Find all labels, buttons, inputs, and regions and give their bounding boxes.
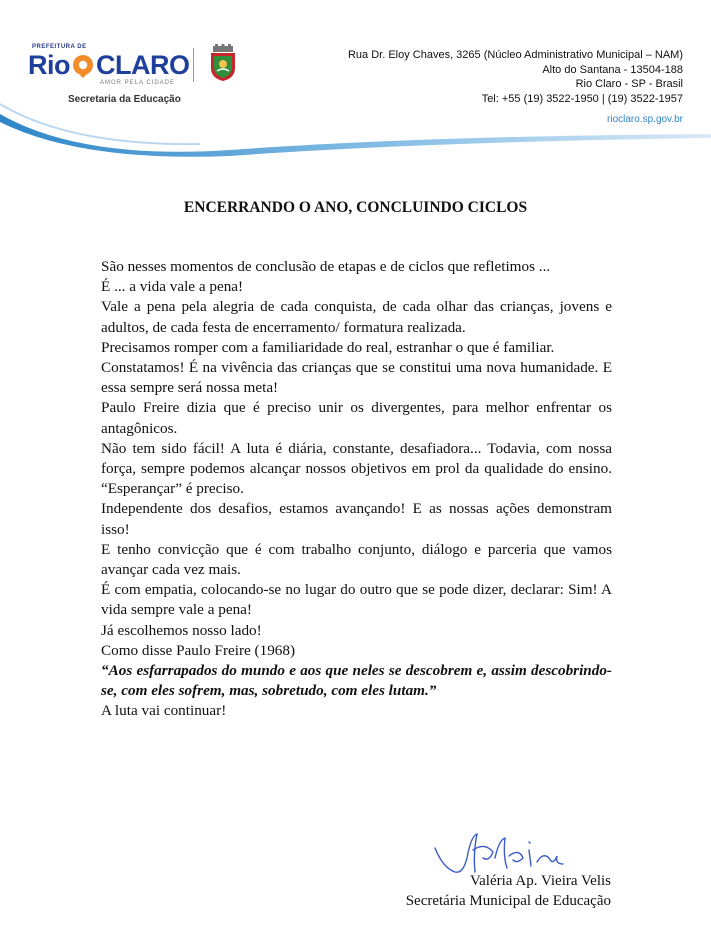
location-pin-icon (71, 54, 95, 78)
logo-prefeitura-text: PREFEITURA DE (32, 44, 87, 50)
phone-line: Tel: +55 (19) 3522-1950 | (19) 3522-1957 (481, 92, 683, 105)
paragraph: Não tem sido fácil! A luta é diária, constante, desafiadora... Todavia, com nossa força, sempre podemos alcançar nossos objetivos em prol da qualidade do ensino. “Esperançar” é preciso. (101, 439, 612, 498)
paragraph: São nesses momentos de conclusão de etapas e de ciclos que refletimos ... (101, 258, 551, 275)
paragraph: E tenho convicção que é com trabalho conjunto, diálogo e parceria que vamos avançar cada vez mais. (101, 540, 612, 579)
website-link[interactable]: rioclaro.sp.gov.br (607, 114, 683, 125)
document-body (101, 257, 612, 722)
department-name: Secretaria da Educação (68, 94, 181, 105)
logo-tagline: AMOR PELA CIDADE (100, 80, 176, 86)
paulo-freire-quote: “Aos esfarrapados do mundo e aos que neles se descobrem e, assim descobrindo-se, com eles sofrem, mas, sobretudo, com eles lutam.” (101, 662, 612, 700)
rio-claro-logo (28, 50, 190, 81)
address-line: Rua Dr. Eloy Chaves, 3265 (Núcleo Administrativo Municipal – NAM) (347, 49, 683, 61)
paragraph: Independente dos desafios, estamos avançando! E as nossas ações demonstram isso! (101, 500, 612, 538)
paragraph: Vale a pena pela alegria de cada conquista, de cada olhar das crianças, jovens e adultos, de cada festa de encerramento/ formatura realizada. (101, 298, 612, 336)
paragraph: Como disse Paulo Freire (1968) (101, 641, 296, 659)
address-line: Alto do Santana - 13504-188 (542, 63, 683, 76)
header-wave-decoration (0, 100, 711, 160)
letterhead (0, 0, 711, 160)
logo-claro-text: CLARO (96, 50, 190, 80)
paragraph: Precisamos romper com a familiaridade do real, estranhar o que é familiar. (101, 338, 555, 356)
paragraph: É com empatia, colocando-se no lugar do outro que se pode dizer, declarar: Sim! A vida sempre vale a pena! (101, 581, 612, 619)
signatory-name: Valéria Ap. Vieira Velis (469, 873, 611, 889)
paragraph: Constatamos! É na vivência das crianças que se constitui uma nova humanidade. E essa sempre será nossa meta! (101, 359, 612, 397)
signatory-role: Secretária Municipal de Educação (405, 893, 611, 909)
document-title: ENCERRANDO O ANO, CONCLUINDO CICLOS (183, 199, 528, 216)
handwritten-signature (433, 828, 583, 878)
address-line: Rio Claro - SP - Brasil (575, 78, 683, 90)
paragraph: É ... a vida vale a pena! (101, 278, 244, 296)
paragraph: Já escolhemos nosso lado! (101, 621, 262, 639)
city-crest-icon (206, 44, 240, 82)
logo-rio-text: Rio (28, 50, 70, 80)
logo-divider (193, 48, 194, 82)
closing-line: A luta vai continuar! (101, 702, 227, 720)
address-block (348, 48, 683, 106)
paragraph: Paulo Freire dizia que é preciso unir os divergentes, para melhor enfrentar os antagônicos. (101, 399, 612, 437)
